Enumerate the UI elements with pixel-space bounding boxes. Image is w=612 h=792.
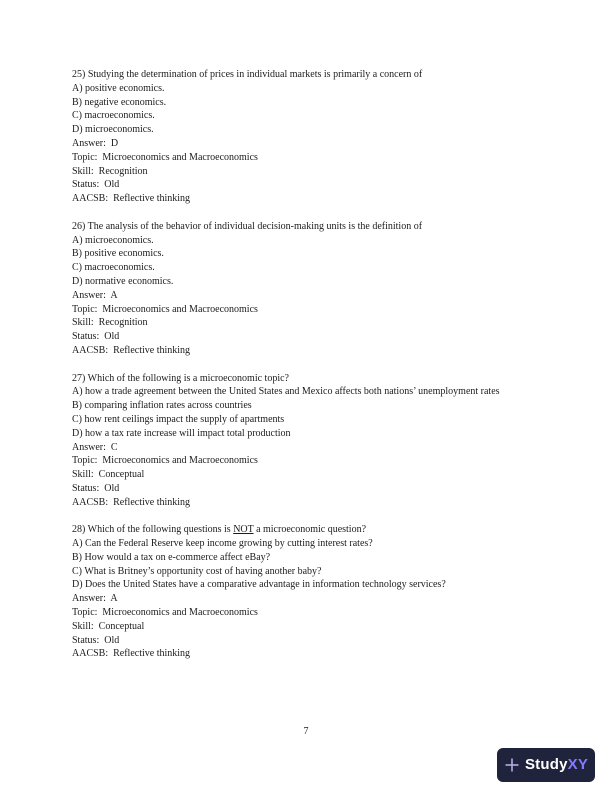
skill-line: Skill: Recognition [72, 317, 148, 329]
question-text-underlined-not: NOT [233, 524, 254, 536]
page-number: 7 [303, 726, 309, 737]
status-line: Status: Old [72, 331, 120, 343]
question-block-25 [72, 68, 542, 206]
plus-icon [504, 757, 520, 773]
choice-a: A) how a trade agreement between the United States and Mexico affects both nations’ unemployment rates [72, 386, 500, 398]
skill-line: Skill: Conceptual [72, 620, 145, 632]
question-text: 25) Studying the determination of prices in individual markets is primarily a concern of [72, 69, 423, 80]
choice-b: B) negative economics. [72, 96, 167, 108]
skill-line: Skill: Conceptual [72, 469, 145, 481]
aacsb-line: AACSB: Reflective thinking [72, 496, 191, 508]
skill-line: Skill: Recognition [72, 165, 148, 177]
choice-d: D) normative economics. [72, 275, 174, 287]
status-line: Status: Old [72, 179, 120, 191]
status-line: Status: Old [72, 634, 120, 646]
choice-b: B) positive economics. [72, 248, 164, 260]
topic-line: Topic: Microeconomics and Macroeconomics [72, 303, 258, 315]
aacsb-line: AACSB: Reflective thinking [72, 193, 191, 205]
question-text: 27) Which of the following is a microeconomic topic? [72, 372, 289, 384]
choice-b: B) comparing inflation rates across countries [72, 400, 252, 412]
aacsb-line: AACSB: Reflective thinking [72, 648, 191, 660]
choice-d: D) how a tax rate increase will impact total production [72, 427, 291, 439]
question-text-part: a microeconomic question? [253, 524, 367, 536]
topic-line: Topic: Microeconomics and Macroeconomics [72, 607, 258, 619]
answer-line: Answer: A [72, 289, 118, 301]
status-line: Status: Old [72, 482, 120, 494]
question-text-part: 28) Which of the following questions is [72, 524, 234, 536]
question-block-27 [72, 372, 542, 510]
choice-c: C) What is Britney’s opportunity cost of having another baby? [72, 565, 322, 577]
question-text [72, 523, 542, 537]
choice-a: A) Can the Federal Reserve keep income growing by cutting interest rates? [72, 538, 373, 550]
answer-line: Answer: C [72, 441, 118, 453]
choice-c: C) how rent ceilings impact the supply of apartments [72, 413, 285, 425]
choice-d: D) Does the United States have a comparative advantage in information technology services? [72, 579, 446, 591]
choice-c: C) macroeconomics. [72, 262, 155, 274]
question-block-28 [72, 523, 542, 661]
logo-text [525, 756, 588, 774]
answer-line: Answer: A [72, 593, 118, 605]
choice-a: A) microeconomics. [72, 234, 154, 246]
choice-d: D) microeconomics. [72, 124, 154, 136]
studyxy-logo [497, 748, 595, 782]
logo-text-study: Study [524, 756, 568, 773]
choice-b: B) How would a tax on e-commerce affect eBay? [72, 551, 271, 563]
choice-c: C) macroeconomics. [72, 110, 155, 122]
page-content [72, 68, 542, 675]
aacsb-line: AACSB: Reflective thinking [72, 344, 191, 356]
choice-a: A) positive economics. [72, 82, 165, 94]
answer-line: Answer: D [72, 137, 119, 149]
question-block-26 [72, 220, 542, 358]
logo-text-xy: XY [567, 756, 589, 773]
topic-line: Topic: Microeconomics and Macroeconomics [72, 151, 258, 163]
topic-line: Topic: Microeconomics and Macroeconomics [72, 455, 258, 467]
question-text: 26) The analysis of the behavior of individual decision-making units is the definition of [72, 220, 423, 232]
